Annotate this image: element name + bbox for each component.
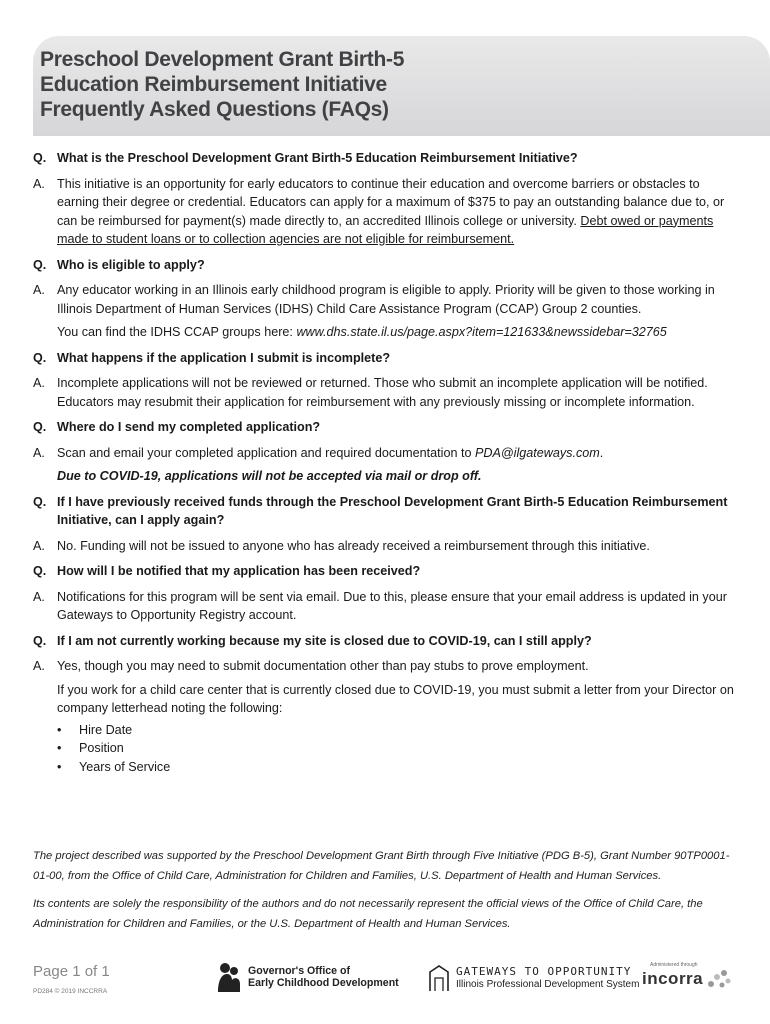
covid-notice: Due to COVID-19, applications will not be accepted via mail or drop off.	[57, 469, 482, 483]
faq-question	[33, 149, 738, 168]
gateways-logo	[428, 964, 639, 992]
q-label: Q.	[33, 151, 47, 165]
answer-followup: If you work for a child care center that is currently closed due to COVID-19, you must submit a letter from your Director on company letterhead noting the following:	[57, 682, 734, 715]
gateways-subtitle: Illinois Professional Development System	[456, 979, 640, 990]
list-item-text: Hire Date	[79, 722, 133, 737]
inccrra-wordmark: incorra	[642, 969, 704, 988]
bullet-icon: •	[57, 722, 62, 737]
faq-answer	[33, 537, 738, 556]
family-silhouette-icon	[216, 962, 242, 992]
answer-text: Yes, though you may need to submit documentation other than pay stubs to prove employment.	[57, 659, 589, 673]
funding-note: The project described was supported by the Preschool Development Grant Birth through Five Initiative (PDG B-5), Grant Number 90TP0001-01-00, from the Office of Child Care, Administration for Children and Families, U.S. Department of Health and Human Services.	[33, 850, 730, 882]
bullet-icon: •	[57, 741, 62, 755]
answer-underlined-note: Debt owed or payments made to student loans or to collection agencies are not eligible for reimbursement.	[57, 213, 714, 246]
requirements-list	[57, 721, 738, 777]
ccap-groups-link[interactable]: www.dhs.state.il.us/page.aspx?item=121633&newssidebar=32765	[296, 325, 667, 339]
list-item-text: Position	[79, 741, 124, 755]
answer-main: This initiative is an opportunity for early educators to continue their education and overcome barriers or obstacles to earning their degree or credential. Educators can apply for a maximum of $375 to pay an outstanding balance due to, or can be reimbursed for payment(s) made directly to, an accredited Illinois college or university.	[57, 176, 725, 228]
a-label: A.	[33, 445, 45, 460]
inccrra-logo	[642, 962, 733, 990]
goecd-line-1: Governor's Office of	[248, 965, 351, 977]
answer-text	[57, 444, 738, 463]
goecd-line-2: Early Childhood Development	[248, 977, 399, 989]
list-item	[57, 758, 738, 777]
answer-followup	[57, 323, 738, 342]
gateways-wordmark: GATEWAYS TO OPPORTUNITY	[456, 965, 632, 978]
question-text: Who is eligible to apply?	[57, 257, 205, 272]
answer-main: Scan and email your completed application and required documentation to	[57, 445, 475, 460]
q-label: Q.	[33, 564, 47, 578]
gateways-logo-text	[456, 965, 639, 991]
q-label: Q.	[33, 633, 47, 648]
list-item	[57, 739, 738, 758]
question-text: If I have previously received funds through the Preschool Development Grant Birth-5 Education Reimbursement Initiative, can I apply again?	[57, 494, 728, 527]
list-item-text: Years of Service	[79, 759, 171, 774]
gateway-arch-icon	[428, 964, 450, 992]
question-text: Where do I send my completed application?	[57, 420, 321, 434]
q-label: Q.	[33, 257, 47, 272]
a-label: A.	[33, 283, 45, 297]
bullet-icon: •	[57, 759, 62, 774]
faq-question	[33, 562, 738, 581]
faq-question	[33, 349, 738, 368]
faq-question	[33, 418, 738, 437]
document-code: PD284 © 2019 INCCRRA	[33, 988, 108, 995]
question-text: If I am not currently working because my site is closed due to COVID-19, can I still apply?	[57, 633, 592, 648]
title-line-2: Education Reimbursement Initiative	[40, 73, 387, 96]
dots-icon	[705, 968, 733, 990]
q-label: Q.	[33, 494, 47, 509]
goecd-logo-text	[248, 965, 399, 989]
a-label: A.	[33, 176, 45, 191]
title-line-3: Frequently Asked Questions (FAQs)	[40, 98, 389, 121]
question-text: What happens if the application I submit is incomplete?	[57, 350, 391, 365]
faq-list	[33, 149, 738, 776]
question-text: How will I be notified that my application has been received?	[57, 564, 421, 578]
q-label: Q.	[33, 420, 47, 434]
q-label: Q.	[33, 350, 47, 365]
answer-text: Any educator working in an Illinois early childhood program is eligible to apply. Priority will be given to those working in Illinois Department of Human Services (IDHS) Child Care Assistance Program (CCAP) Group 2 counties.	[57, 283, 715, 316]
faq-answer	[33, 588, 738, 625]
answer-end: .	[599, 445, 604, 460]
answer-text	[57, 175, 738, 249]
answer-text: Notifications for this program will be sent via email. Due to this, please ensure that your email address is updated in your Gateways to Opportunity Registry account.	[57, 589, 727, 622]
faq-answer	[33, 374, 738, 411]
page-title	[40, 47, 404, 122]
inccrra-admin-text: Administered through	[650, 962, 698, 968]
faq-answer	[33, 444, 738, 463]
a-label: A.	[33, 659, 45, 673]
page-number: Page 1 of 1	[33, 963, 110, 980]
disclaimer-note: Its contents are solely the responsibility of the authors and do not necessarily represent the official views of the Office of Child Care, the Administration for Children and Families, or the U.S. Department of Health and Human Services.	[33, 898, 703, 930]
a-label: A.	[33, 538, 45, 553]
email-link[interactable]: PDA@ilgateways.com	[474, 445, 600, 460]
answer-text: No. Funding will not be issued to anyone who has already received a reimbursement through this initiative.	[57, 538, 650, 553]
faq-question	[33, 632, 738, 651]
a-label: A.	[33, 589, 45, 604]
faq-answer	[33, 657, 738, 676]
answer-text: Incomplete applications will not be reviewed or returned. Those who submit an incomplete application will be notified. Educators may resubmit their application for reimbursement with any previously missing or incomplete information.	[57, 376, 708, 409]
faq-question	[33, 493, 738, 530]
a-label: A.	[33, 376, 45, 390]
title-line-1: Preschool Development Grant Birth-5	[40, 48, 405, 71]
footnotes	[33, 846, 738, 942]
faq-answer	[33, 175, 738, 249]
faq-answer	[33, 281, 738, 318]
faq-question	[33, 256, 738, 275]
list-item	[57, 721, 738, 740]
question-text: What is the Preschool Development Grant Birth-5 Education Reimbursement Initiative?	[57, 151, 578, 165]
goecd-logo	[216, 962, 399, 992]
followup-prefix: You can find the IDHS CCAP groups here:	[57, 325, 297, 339]
